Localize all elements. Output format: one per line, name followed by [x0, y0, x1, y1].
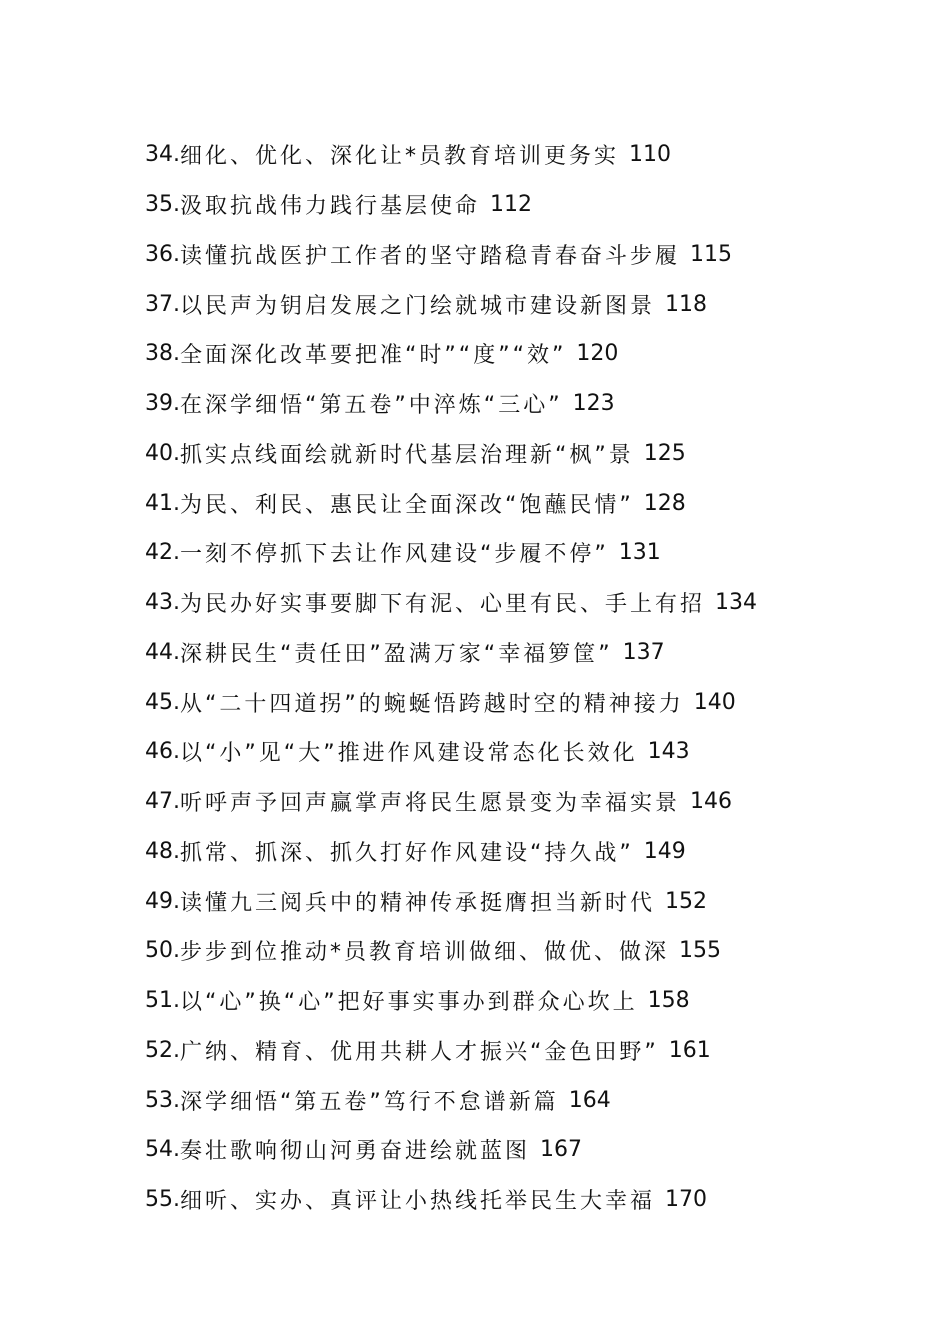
entry-page-number: 149	[643, 838, 686, 864]
entry-number: 53.	[145, 1087, 180, 1113]
entry-title: 抓实点线面绘就新时代基层治理新“枫”景	[180, 442, 634, 468]
toc-entry	[145, 827, 845, 877]
toc-entry	[145, 1175, 845, 1225]
toc-entry	[145, 379, 845, 429]
entry-page-number: 120	[576, 341, 619, 367]
entry-title: 汲取抗战伟力践行基层使命	[180, 194, 481, 220]
entry-page-number: 123	[572, 391, 615, 417]
entry-number: 54.	[145, 1137, 180, 1163]
entry-page-number: 143	[647, 739, 690, 765]
entry-title: 以民声为钥启发展之门绘就城市建设新图景	[180, 293, 656, 319]
toc-entry	[145, 1125, 845, 1175]
table-of-contents	[145, 130, 845, 1225]
entry-number: 41.	[145, 490, 180, 516]
toc-entry	[145, 230, 845, 280]
toc-entry	[145, 329, 845, 379]
entry-title: 以“心”换“心”把好事实事办到群众心坎上	[180, 990, 638, 1016]
toc-entry	[145, 1026, 845, 1076]
entry-title: 细化、优化、深化让*员教育培训更务实	[180, 144, 620, 170]
entry-number: 49.	[145, 888, 180, 914]
entry-page-number: 118	[665, 291, 708, 317]
entry-title: 细听、实办、真评让小热线托举民生大幸福	[180, 1189, 656, 1215]
toc-entry	[145, 130, 845, 180]
entry-number: 48.	[145, 838, 180, 864]
entry-page-number: 125	[643, 440, 686, 466]
entry-number: 43.	[145, 590, 180, 616]
toc-entry	[145, 1075, 845, 1125]
entry-number: 42.	[145, 540, 180, 566]
toc-entry	[145, 876, 845, 926]
entry-number: 34.	[145, 142, 180, 168]
entry-page-number: 128	[643, 490, 686, 516]
entry-number: 47.	[145, 789, 180, 815]
entry-number: 45.	[145, 689, 180, 715]
entry-number: 44.	[145, 639, 180, 665]
entry-title: 深学细悟“第五卷”笃行不怠谱新篇	[180, 1089, 559, 1115]
toc-entry	[145, 478, 845, 528]
entry-number: 46.	[145, 739, 180, 765]
entry-number: 36.	[145, 241, 180, 267]
entry-title: 以“小”见“大”推进作风建设常态化长效化	[180, 741, 638, 767]
entry-page-number: 140	[693, 689, 736, 715]
entry-title: 读懂抗战医护工作者的坚守踏稳青春奋斗步履	[180, 243, 681, 269]
entry-page-number: 167	[540, 1137, 583, 1163]
entry-page-number: 115	[690, 241, 733, 267]
entry-number: 39.	[145, 391, 180, 417]
toc-entry	[145, 976, 845, 1026]
entry-title: 步步到位推动*员教育培训做细、做优、做深	[180, 940, 670, 966]
entry-number: 37.	[145, 291, 180, 317]
entry-title: 一刻不停抓下去让作风建设“步履不停”	[180, 542, 609, 568]
toc-entry	[145, 429, 845, 479]
entry-page-number: 164	[568, 1087, 611, 1113]
toc-entry	[145, 727, 845, 777]
entry-page-number: 134	[715, 590, 758, 616]
entry-number: 50.	[145, 938, 180, 964]
entry-page-number: 152	[665, 888, 708, 914]
entry-title: 为民办好实事要脚下有泥、心里有民、手上有招	[180, 592, 706, 618]
toc-entry	[145, 777, 845, 827]
toc-entry	[145, 279, 845, 329]
entry-number: 55.	[145, 1187, 180, 1213]
toc-entry	[145, 528, 845, 578]
entry-page-number: 161	[668, 1037, 711, 1063]
entry-title: 广纳、精育、优用共耕人才振兴“金色田野”	[180, 1039, 659, 1065]
entry-number: 40.	[145, 440, 180, 466]
entry-title: 抓常、抓深、抓久打好作风建设“持久战”	[180, 840, 634, 866]
entry-title: 读懂九三阅兵中的精神传承挺膺担当新时代	[180, 890, 656, 916]
entry-number: 35.	[145, 192, 180, 218]
entry-title: 听呼声予回声赢掌声将民生愿景变为幸福实景	[180, 791, 681, 817]
entry-page-number: 170	[665, 1187, 708, 1213]
entry-page-number: 131	[618, 540, 661, 566]
entry-title: 从“二十四道拐”的蜿蜒悟跨越时空的精神接力	[180, 691, 684, 717]
entry-number: 52.	[145, 1037, 180, 1063]
toc-entry	[145, 628, 845, 678]
entry-title: 为民、利民、惠民让全面深改“饱蘸民情”	[180, 492, 634, 518]
entry-number: 51.	[145, 988, 180, 1014]
entry-page-number: 112	[490, 192, 533, 218]
toc-entry	[145, 578, 845, 628]
entry-number: 38.	[145, 341, 180, 367]
entry-page-number: 155	[679, 938, 722, 964]
toc-entry	[145, 677, 845, 727]
entry-page-number: 137	[622, 639, 665, 665]
entry-title: 奏壮歌响彻山河勇奋进绘就蓝图	[180, 1139, 531, 1165]
entry-page-number: 158	[647, 988, 690, 1014]
entry-page-number: 110	[629, 142, 672, 168]
toc-entry	[145, 926, 845, 976]
entry-title: 全面深化改革要把准“时”“度”“效”	[180, 343, 567, 369]
toc-entry	[145, 180, 845, 230]
entry-title: 在深学细悟“第五卷”中淬炼“三心”	[180, 393, 563, 419]
entry-title: 深耕民生“责任田”盈满万家“幸福箩筐”	[180, 641, 613, 667]
entry-page-number: 146	[690, 789, 733, 815]
